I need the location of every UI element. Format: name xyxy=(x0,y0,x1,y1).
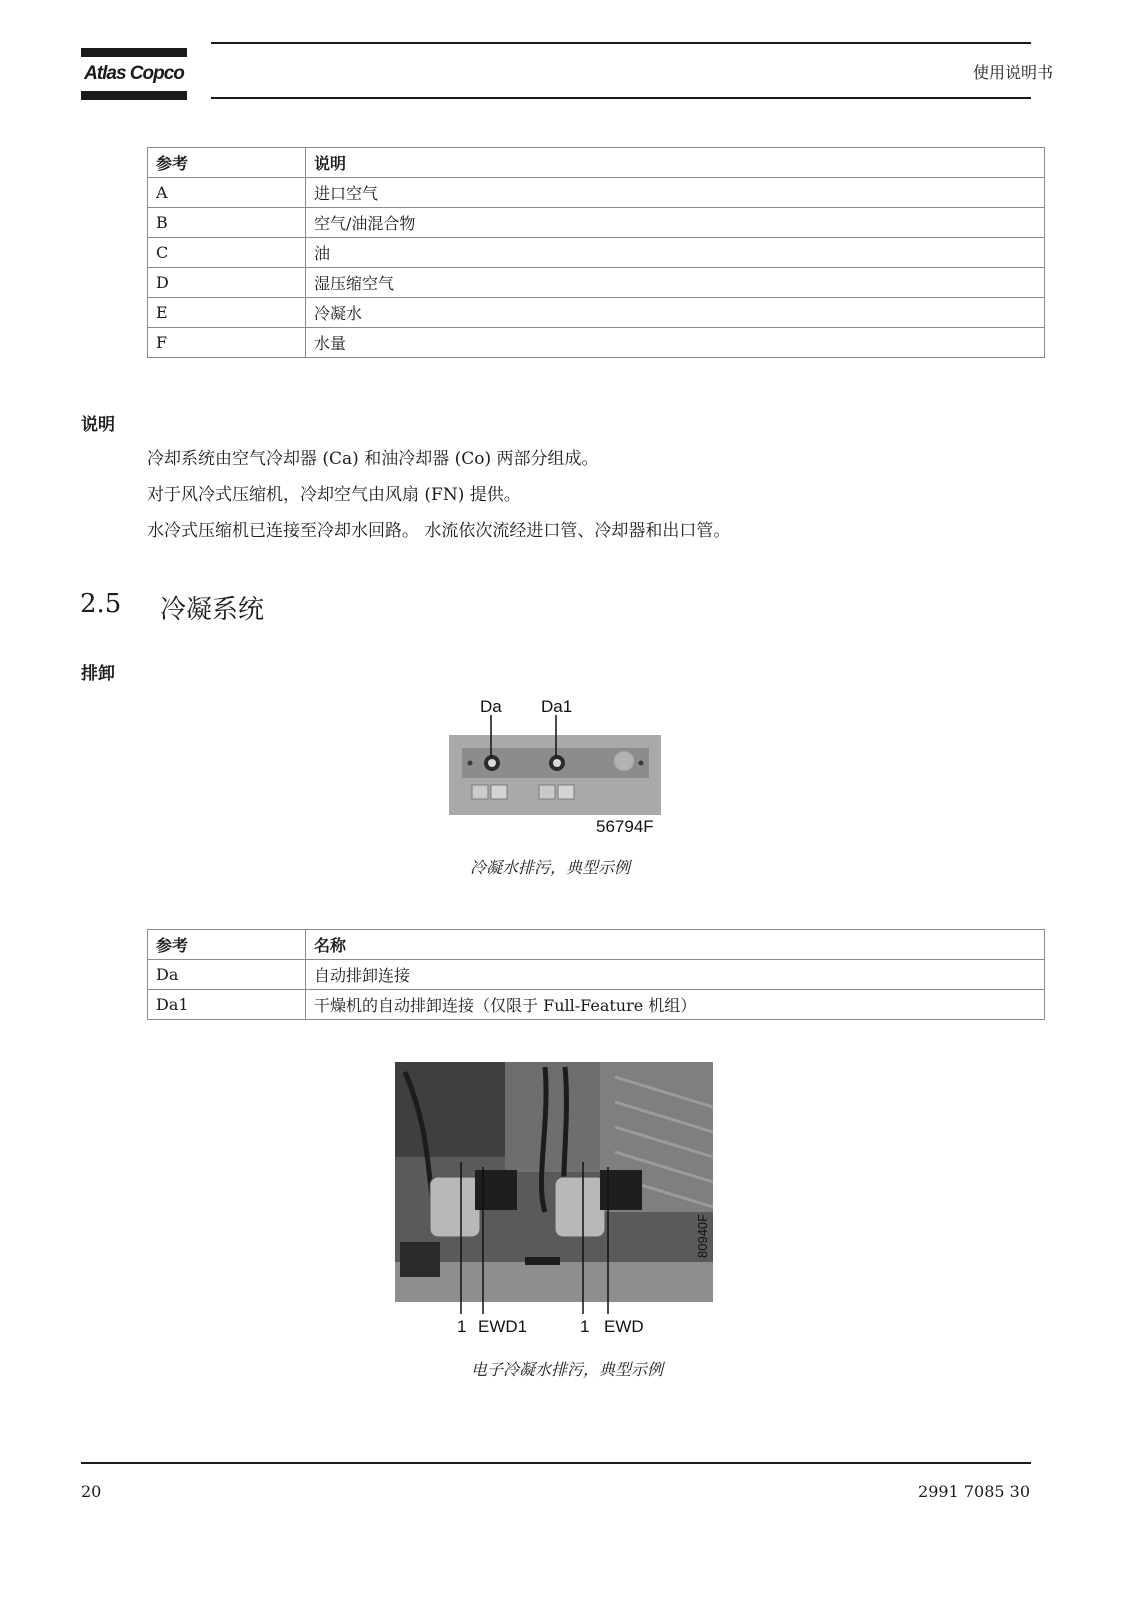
table-row xyxy=(148,178,1045,208)
table-header-row xyxy=(148,148,1045,178)
section-title: 冷凝系统 xyxy=(160,595,265,625)
cell-desc: 空气/油混合物 xyxy=(306,208,1045,238)
cell-ref: E xyxy=(148,298,306,328)
cell-desc: 湿压缩空气 xyxy=(306,268,1045,298)
cell-desc: 冷凝水 xyxy=(306,298,1045,328)
cell-ref: F xyxy=(148,328,306,358)
figure-caption-electronic-drain: 电子冷凝水排污，典型示例 xyxy=(470,1360,663,1379)
description-line-1: 冷却系统由空气冷却器 (Ca) 和油冷却器 (Co) 两部分组成。 xyxy=(147,449,599,469)
cell-desc: 油 xyxy=(306,238,1045,268)
cell-name: 自动排卸连接 xyxy=(306,960,1045,990)
description-line-2: 对于风冷式压缩机，冷却空气由风扇 (FN) 提供。 xyxy=(147,485,521,505)
table-row xyxy=(148,238,1045,268)
header-rule-top xyxy=(211,42,1031,44)
subheading-drain: 排卸 xyxy=(81,664,115,684)
cell-ref: B xyxy=(148,208,306,238)
table-row xyxy=(148,960,1045,990)
cell-ref: Da xyxy=(148,960,306,990)
electronic-drain-photo xyxy=(395,1062,740,1347)
cell-ref: D xyxy=(148,268,306,298)
table-row xyxy=(148,990,1045,1020)
figure-code-56794f: 56794F xyxy=(596,817,654,836)
label-1-left: 1 xyxy=(457,1317,467,1336)
label-da1: Da1 xyxy=(541,697,573,716)
column-header-name: 名称 xyxy=(306,930,1045,960)
atlas-copco-logo xyxy=(81,48,187,100)
figure-caption-drain: 冷凝水排污，典型示例 xyxy=(469,858,630,877)
column-header-reference: 参考 xyxy=(148,930,306,960)
label-ewd: EWD xyxy=(604,1317,644,1336)
table-row xyxy=(148,298,1045,328)
column-header-description: 说明 xyxy=(306,148,1045,178)
section-number: 2.5 xyxy=(80,589,122,619)
electronic-drain-figure xyxy=(395,1062,740,1347)
cell-desc: 水量 xyxy=(306,328,1045,358)
column-header-reference: 参考 xyxy=(148,148,306,178)
logo-text: Atlas Copco xyxy=(84,63,184,84)
table-row xyxy=(148,328,1045,358)
cell-ref: Da1 xyxy=(148,990,306,1020)
table-row xyxy=(148,208,1045,238)
cell-name: 干燥机的自动排卸连接（仅限于 Full-Feature 机组） xyxy=(306,990,1045,1020)
page-number: 20 xyxy=(81,1482,102,1501)
reference-table-drain xyxy=(147,929,1045,1020)
reference-table-flow xyxy=(147,147,1045,358)
table-header-row xyxy=(148,930,1045,960)
description-line-3: 水冷式压缩机已连接至冷却水回路。 水流依次流经进口管、冷却器和出口管。 xyxy=(147,521,731,541)
label-ewd1: EWD1 xyxy=(478,1317,528,1336)
cell-desc: 进口空气 xyxy=(306,178,1045,208)
figure-code-80940f: 80940F xyxy=(695,1213,710,1258)
header-rule-bottom xyxy=(211,97,1031,99)
description-heading: 说明 xyxy=(81,415,115,435)
footer-rule xyxy=(81,1462,1031,1464)
table-row xyxy=(148,268,1045,298)
cell-ref: A xyxy=(148,178,306,208)
document-number: 2991 7085 30 xyxy=(918,1482,1030,1501)
document-title: 使用说明书 xyxy=(972,63,1053,82)
cell-ref: C xyxy=(148,238,306,268)
label-da: Da xyxy=(480,697,502,716)
label-1-right: 1 xyxy=(580,1317,590,1336)
